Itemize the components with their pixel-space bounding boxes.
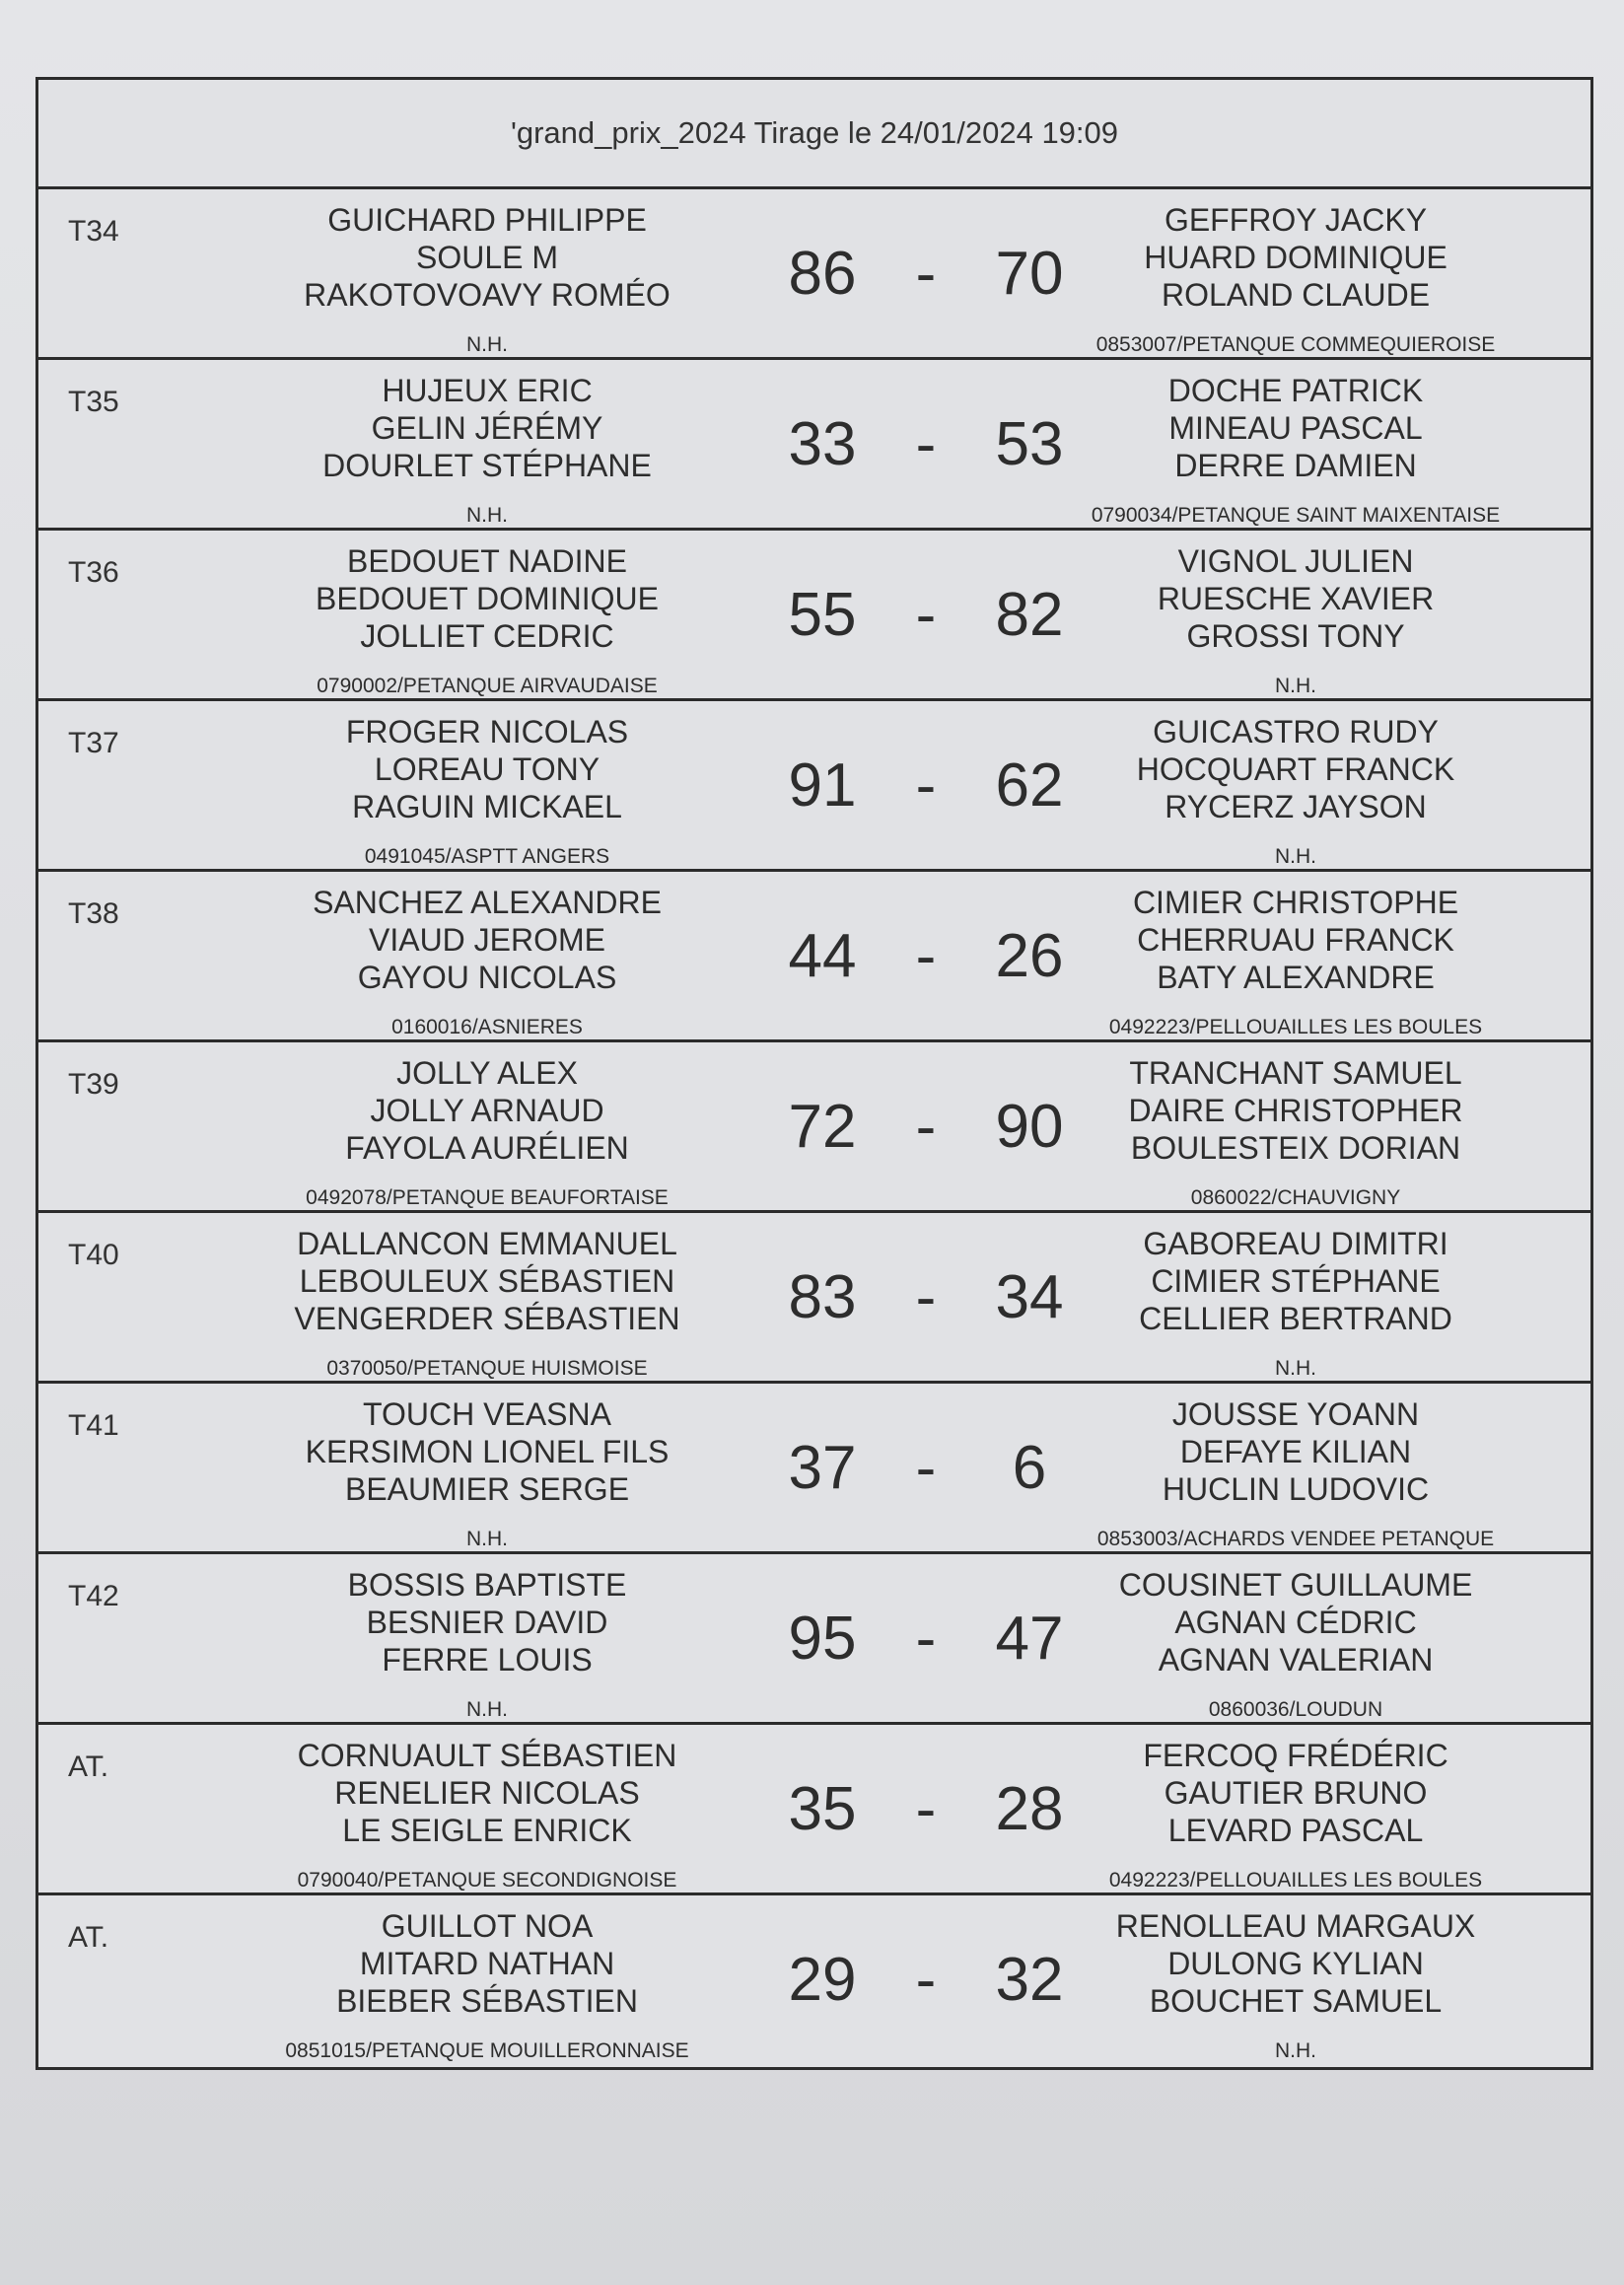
- left-club: N.H.: [466, 333, 508, 356]
- left-player-1: CORNUAULT SÉBASTIEN: [297, 1738, 677, 1773]
- document-title: 'grand_prix_2024 Tirage le 24/01/2024 19:09: [510, 115, 1119, 150]
- score-separator: -: [915, 1946, 937, 2014]
- score-left: 37: [788, 1434, 857, 1502]
- score-right: 6: [1012, 1434, 1047, 1502]
- right-player-3: BOULESTEIX DORIAN: [1130, 1130, 1461, 1166]
- right-club: 0853007/PETANQUE COMMEQUIEROISE: [1095, 333, 1496, 356]
- left-player-2: SOULE M: [415, 240, 559, 275]
- score-left: 86: [788, 240, 857, 308]
- right-team: [1069, 1225, 1522, 1381]
- score: [758, 409, 1094, 479]
- right-player-3: HUCLIN LUDOVIC: [1162, 1471, 1430, 1507]
- right-player-1: RENOLLEAU MARGAUX: [1115, 1908, 1476, 1944]
- right-team: [1069, 542, 1522, 698]
- score-left: 33: [788, 410, 857, 478]
- right-player-3: AGNAN VALERIAN: [1158, 1642, 1434, 1678]
- left-player-1: JOLLY ALEX: [396, 1055, 578, 1091]
- right-player-2: HOCQUART FRANCK: [1136, 751, 1455, 787]
- left-player-3: RAGUIN MICKAEL: [352, 789, 622, 824]
- right-player-1: VIGNOL JULIEN: [1177, 543, 1414, 579]
- left-player-2: VIAUD JEROME: [368, 922, 606, 958]
- score-separator: -: [915, 410, 937, 478]
- score: [758, 1604, 1094, 1674]
- match-rows: [38, 189, 1590, 2067]
- left-team: [211, 1907, 763, 2063]
- left-player-1: BOSSIS BAPTISTE: [347, 1567, 627, 1603]
- left-player-1: DALLANCON EMMANUEL: [297, 1226, 677, 1261]
- score-left: 44: [788, 922, 857, 990]
- score-separator: -: [915, 581, 937, 649]
- right-club: 0853003/ACHARDS VENDEE PETANQUE: [1096, 1528, 1495, 1550]
- right-player-3: ROLAND CLAUDE: [1161, 277, 1431, 313]
- left-player-1: GUICHARD PHILIPPE: [327, 202, 647, 238]
- left-team: [211, 713, 763, 869]
- right-player-1: CIMIER CHRISTOPHE: [1132, 885, 1459, 920]
- right-player-2: DAIRE CHRISTOPHER: [1128, 1093, 1463, 1128]
- match-row: [38, 701, 1590, 872]
- match-row: [38, 1213, 1590, 1384]
- left-player-2: GELIN JÉRÉMY: [371, 410, 603, 446]
- right-club: N.H.: [1275, 2039, 1316, 2062]
- right-player-2: MINEAU PASCAL: [1168, 410, 1423, 446]
- table-number: AT.: [68, 1921, 109, 1954]
- score-right: 34: [995, 1263, 1064, 1331]
- right-player-1: FERCOQ FRÉDÉRIC: [1143, 1738, 1448, 1773]
- score-right: 53: [995, 410, 1064, 478]
- score: [758, 921, 1094, 991]
- score-separator: -: [915, 1093, 937, 1161]
- left-player-1: GUILLOT NOA: [381, 1908, 594, 1944]
- score-right: 90: [995, 1093, 1064, 1161]
- left-player-2: RENELIER NICOLAS: [334, 1775, 640, 1811]
- score-separator: -: [915, 1775, 937, 1843]
- right-team: [1069, 1054, 1522, 1210]
- right-club: N.H.: [1275, 845, 1316, 868]
- score: [758, 750, 1094, 821]
- draw-table: [35, 77, 1593, 2070]
- score: [758, 1262, 1094, 1332]
- right-player-2: AGNAN CÉDRIC: [1174, 1605, 1417, 1640]
- right-team: [1069, 713, 1522, 869]
- score-left: 72: [788, 1093, 857, 1161]
- right-player-2: DEFAYE KILIAN: [1179, 1434, 1412, 1469]
- match-row: [38, 872, 1590, 1042]
- right-player-1: DOCHE PATRICK: [1167, 373, 1424, 408]
- table-number: T38: [68, 897, 119, 930]
- table-number: AT.: [68, 1750, 109, 1783]
- left-team: [211, 884, 763, 1039]
- score: [758, 239, 1094, 309]
- right-club: N.H.: [1275, 675, 1316, 697]
- right-player-2: HUARD DOMINIQUE: [1144, 240, 1447, 275]
- match-row: [38, 1725, 1590, 1895]
- match-row: [38, 360, 1590, 531]
- right-player-3: LEVARD PASCAL: [1167, 1813, 1424, 1848]
- right-club: N.H.: [1275, 1357, 1316, 1380]
- right-club: 0860036/LOUDUN: [1208, 1698, 1383, 1721]
- table-number: T39: [68, 1068, 119, 1101]
- left-club: 0790040/PETANQUE SECONDIGNOISE: [297, 1869, 677, 1892]
- table-header: [38, 80, 1590, 189]
- left-player-2: LEBOULEUX SÉBASTIEN: [299, 1263, 675, 1299]
- score: [758, 1774, 1094, 1844]
- left-team: [211, 1054, 763, 1210]
- left-team: [211, 1566, 763, 1722]
- left-player-3: DOURLET STÉPHANE: [322, 448, 652, 483]
- left-club: 0491045/ASPTT ANGERS: [364, 845, 610, 868]
- score: [758, 1433, 1094, 1503]
- left-player-1: HUJEUX ERIC: [382, 373, 593, 408]
- score-separator: -: [915, 922, 937, 990]
- right-player-2: DULONG KYLIAN: [1167, 1946, 1424, 1981]
- table-number: T40: [68, 1239, 119, 1271]
- match-row: [38, 1554, 1590, 1725]
- right-team: [1069, 201, 1522, 357]
- left-player-3: BEAUMIER SERGE: [344, 1471, 630, 1507]
- right-player-1: GABOREAU DIMITRI: [1143, 1226, 1448, 1261]
- left-player-2: LOREAU TONY: [374, 751, 600, 787]
- score-separator: -: [915, 751, 937, 820]
- score-right: 62: [995, 751, 1064, 820]
- right-club: 0492223/PELLOUAILLES LES BOULES: [1108, 1016, 1483, 1038]
- right-player-3: CELLIER BERTRAND: [1139, 1301, 1452, 1336]
- right-player-2: CIMIER STÉPHANE: [1151, 1263, 1441, 1299]
- score-separator: -: [915, 240, 937, 308]
- left-team: [211, 1395, 763, 1551]
- score-separator: -: [915, 1434, 937, 1502]
- table-number: T35: [68, 386, 119, 418]
- right-club: 0492223/PELLOUAILLES LES BOULES: [1108, 1869, 1483, 1892]
- right-player-1: COUSINET GUILLAUME: [1118, 1567, 1473, 1603]
- left-player-3: JOLLIET CEDRIC: [360, 618, 614, 654]
- right-team: [1069, 884, 1522, 1039]
- left-team: [211, 201, 763, 357]
- score-left: 91: [788, 751, 857, 820]
- right-player-1: GUICASTRO RUDY: [1153, 714, 1439, 750]
- left-club: N.H.: [466, 504, 508, 527]
- left-player-1: SANCHEZ ALEXANDRE: [313, 885, 662, 920]
- right-player-2: RUESCHE XAVIER: [1157, 581, 1435, 616]
- left-club: 0790002/PETANQUE AIRVAUDAISE: [317, 675, 658, 697]
- score-left: 35: [788, 1775, 857, 1843]
- left-club: N.H.: [466, 1698, 508, 1721]
- left-player-1: BEDOUET NADINE: [347, 543, 627, 579]
- left-club: 0851015/PETANQUE MOUILLERONNAISE: [285, 2039, 689, 2062]
- left-player-2: BEDOUET DOMINIQUE: [316, 581, 659, 616]
- left-player-3: VENGERDER SÉBASTIEN: [294, 1301, 680, 1336]
- left-player-3: BIEBER SÉBASTIEN: [336, 1983, 638, 2019]
- left-player-3: GAYOU NICOLAS: [357, 960, 617, 995]
- right-player-1: TRANCHANT SAMUEL: [1129, 1055, 1462, 1091]
- match-row: [38, 1384, 1590, 1554]
- right-player-3: BOUCHET SAMUEL: [1149, 1983, 1443, 2019]
- right-team: [1069, 1566, 1522, 1722]
- right-player-3: DERRE DAMIEN: [1174, 448, 1417, 483]
- left-club: 0492078/PETANQUE BEAUFORTAISE: [306, 1186, 669, 1209]
- right-player-2: GAUTIER BRUNO: [1164, 1775, 1428, 1811]
- score-right: 70: [995, 240, 1064, 308]
- right-team: [1069, 1395, 1522, 1551]
- score-right: 82: [995, 581, 1064, 649]
- left-team: [211, 1225, 763, 1381]
- right-club: 0790034/PETANQUE SAINT MAIXENTAISE: [1091, 504, 1501, 527]
- score-right: 26: [995, 922, 1064, 990]
- score-separator: -: [915, 1605, 937, 1673]
- right-player-1: JOUSSE YOANN: [1171, 1396, 1420, 1432]
- left-team: [211, 372, 763, 528]
- right-team: [1069, 372, 1522, 528]
- right-player-3: RYCERZ JAYSON: [1165, 789, 1427, 824]
- table-number: T36: [68, 556, 119, 589]
- left-player-2: KERSIMON LIONEL FILS: [305, 1434, 670, 1469]
- left-player-1: FROGER NICOLAS: [345, 714, 629, 750]
- left-club: 0160016/ASNIERES: [391, 1016, 583, 1038]
- right-player-2: CHERRUAU FRANCK: [1137, 922, 1454, 958]
- left-player-2: BESNIER DAVID: [366, 1605, 608, 1640]
- left-club: 0370050/PETANQUE HUISMOISE: [326, 1357, 648, 1380]
- left-player-2: MITARD NATHAN: [359, 1946, 615, 1981]
- score-left: 95: [788, 1605, 857, 1673]
- score-right: 47: [995, 1605, 1064, 1673]
- score-left: 55: [788, 581, 857, 649]
- right-player-3: GROSSI TONY: [1186, 618, 1405, 654]
- left-team: [211, 1737, 763, 1892]
- score: [758, 1092, 1094, 1162]
- right-team: [1069, 1737, 1522, 1892]
- right-team: [1069, 1907, 1522, 2063]
- score: [758, 1945, 1094, 2015]
- table-number: T42: [68, 1580, 119, 1612]
- left-player-3: FAYOLA AURÉLIEN: [345, 1130, 629, 1166]
- right-player-1: GEFFROY JACKY: [1164, 202, 1428, 238]
- score-left: 83: [788, 1263, 857, 1331]
- right-player-3: BATY ALEXANDRE: [1157, 960, 1435, 995]
- left-player-3: RAKOTOVOAVY ROMÉO: [304, 277, 671, 313]
- left-team: [211, 542, 763, 698]
- match-row: [38, 189, 1590, 360]
- left-player-2: JOLLY ARNAUD: [370, 1093, 604, 1128]
- score-right: 28: [995, 1775, 1064, 1843]
- match-row: [38, 531, 1590, 701]
- left-player-3: FERRE LOUIS: [382, 1642, 593, 1678]
- match-row: [38, 1042, 1590, 1213]
- left-player-1: TOUCH VEASNA: [363, 1396, 611, 1432]
- left-club: N.H.: [466, 1528, 508, 1550]
- table-number: T41: [68, 1409, 119, 1442]
- table-number: T37: [68, 727, 119, 759]
- score-left: 29: [788, 1946, 857, 2014]
- match-row: [38, 1895, 1590, 2067]
- left-player-3: LE SEIGLE ENRICK: [342, 1813, 632, 1848]
- score-separator: -: [915, 1263, 937, 1331]
- score-right: 32: [995, 1946, 1064, 2014]
- right-club: 0860022/CHAUVIGNY: [1190, 1186, 1401, 1209]
- table-number: T34: [68, 215, 119, 248]
- score: [758, 580, 1094, 650]
